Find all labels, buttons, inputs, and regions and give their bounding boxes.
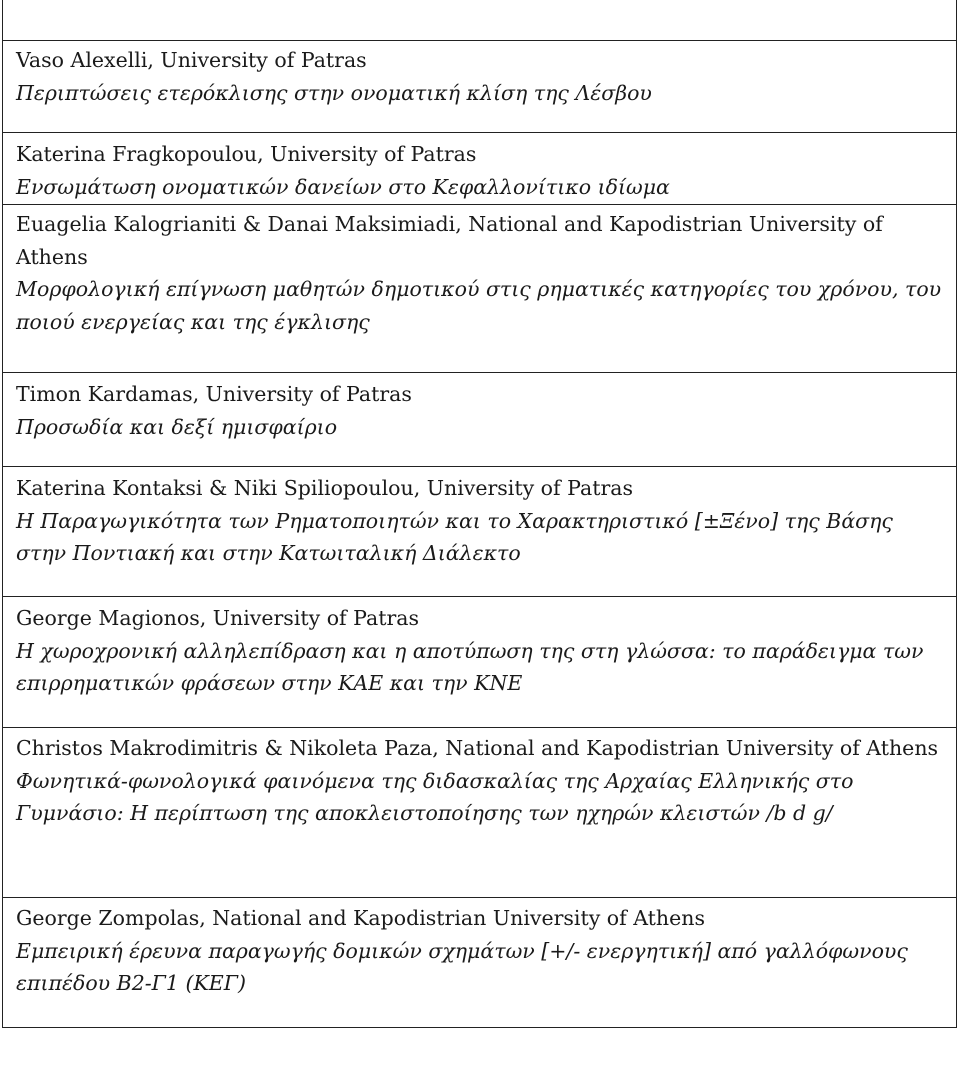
table-row bbox=[3, 373, 956, 467]
presentation-title: Προσωδία και δεξί ημισφαίριο bbox=[16, 414, 338, 439]
presentation-title: Μορφολογική επίγνωση μαθητών δημοτικού στις ρηματικές κατηγορίες του χρόνου, του ποιού ενεργείας και της έγκλισης bbox=[16, 277, 942, 334]
presentation-title: Η χωροχρονική αλληλεπίδραση και η αποτύπωση της στη γλώσσα: το παράδειγμα των επιρρηματικών φράσεων στην ΚΑΕ και την ΚΝΕ bbox=[16, 638, 924, 695]
presenter-affiliation: George Zompolas, National and Kapodistrian University of Athens bbox=[16, 906, 705, 930]
presenter-affiliation: Katerina Fragkopoulou, University of Patras bbox=[16, 142, 477, 166]
table-row bbox=[3, 728, 956, 898]
presenter-affiliation: Timon Kardamas, University of Patras bbox=[16, 382, 412, 406]
presentation-title: Εμπειρική έρευνα παραγωγής δομικών σχημάτων [+/- ενεργητική] από γαλλόφωνους επιπέδου Β2-Γ1 (ΚΕΓ) bbox=[16, 938, 908, 995]
presentation-title: Η Παραγωγικότητα των Ρηματοποιητών και το Χαρακτηριστικό [±Ξένο] της Βάσης στην Ποντιακή και στην Κατωιταλική Διάλεκτο bbox=[16, 508, 893, 565]
presenter-affiliation: Euagelia Kalogrianiti & Danai Maksimiadi, National and Kapodistrian University of Athens bbox=[16, 212, 883, 269]
table-row bbox=[3, 133, 956, 205]
presenter-affiliation: Christos Makrodimitris & Nikoleta Paza, National and Kapodistrian University of Athens bbox=[16, 736, 939, 760]
presentations-table bbox=[2, 40, 957, 1028]
table-row bbox=[3, 898, 956, 1028]
presenter-affiliation: George Magionos, University of Patras bbox=[16, 606, 420, 630]
table-row bbox=[3, 205, 956, 373]
presentation-title: Φωνητικά-φωνολογικά φαινόμενα της διδασκαλίας της Αρχαίας Ελληνικής στο Γυμνάσιο: Η περίπτωση της αποκλειστοποίησης των ηχηρών κλειστών /b d g/ bbox=[16, 768, 854, 825]
presenter-affiliation: Katerina Kontaksi & Niki Spiliopoulou, University of Patras bbox=[16, 476, 634, 500]
table-row bbox=[3, 467, 956, 597]
table-row bbox=[3, 597, 956, 728]
table-top-continuation bbox=[2, 0, 957, 40]
presenter-affiliation: Vaso Alexelli, University of Patras bbox=[16, 48, 367, 72]
table-row bbox=[3, 41, 956, 133]
presentation-title: Ενσωμάτωση ονοματικών δανείων στο Κεφαλλονίτικο ιδίωμα bbox=[16, 174, 670, 199]
presentation-title: Περιπτώσεις ετερόκλισης στην ονοματική κλίση της Λέσβου bbox=[16, 80, 652, 105]
